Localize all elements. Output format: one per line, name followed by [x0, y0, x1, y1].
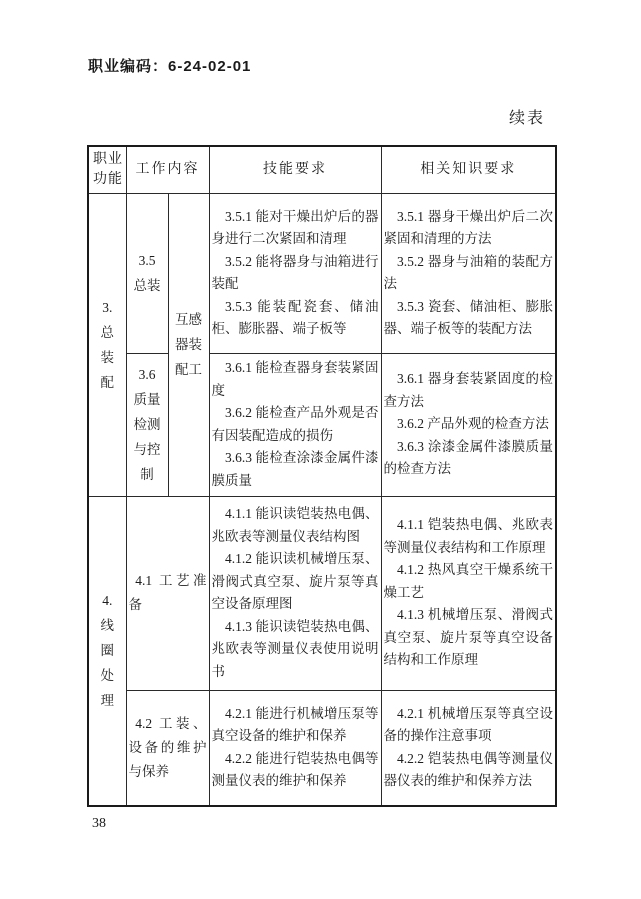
work-content-cell-4-1: [126, 496, 209, 690]
knowledge-item: 4.2.2 铠装热电偶等测量仪器仪表的维护和保养方法: [383, 750, 553, 789]
knowledge-item: 3.5.3 瓷套、储油柜、膨胀器、端子板等的装配方法: [383, 298, 553, 336]
table-header-row: [88, 146, 556, 193]
skill-item: 4.2.2 能进行铠装热电偶等测量仪表的维护和保养: [211, 750, 379, 789]
skill-item: 3.5.1 能对干燥出炉后的器身进行二次紧固和清理: [211, 208, 379, 246]
knowledge-cell-4-1: [381, 496, 556, 690]
skill-item: 3.6.3 能检查涂漆金属件漆膜质量: [211, 450, 379, 488]
skill-item: 4.1.2 能识读机械增压泵、滑阀式真空泵、旋片泵等真空设备原理图: [211, 551, 379, 611]
skill-item: 3.5.2 能将器身与油箱进行装配: [211, 253, 379, 291]
table-row-4-1: [88, 496, 556, 690]
skills-cell-3-6: [209, 353, 381, 496]
continued-table-label: 续表: [508, 110, 545, 127]
header-work-content-label: 工作内容: [135, 161, 200, 177]
function-label-4: 4. 线圈处理: [100, 593, 114, 709]
header-work-content: [126, 146, 209, 193]
header-skills: [209, 146, 381, 193]
occupation-cell-3: [168, 193, 209, 496]
knowledge-item: 4.2.1 机械增压泵等真空设备的操作注意事项: [383, 705, 553, 744]
work-content-cell-4-2: [126, 690, 209, 806]
header-skills-label: 技能要求: [263, 161, 327, 177]
header-knowledge-label: 相关知识要求: [420, 161, 517, 177]
header-knowledge: [381, 146, 556, 193]
occupation-label-3: 互感器装配工: [175, 312, 202, 377]
table-row-4-2: [88, 690, 556, 806]
knowledge-item: 3.5.2 器身与油箱的装配方法: [383, 253, 553, 291]
knowledge-item: 3.5.1 器身干燥出炉后二次紧固和清理的方法: [383, 208, 553, 246]
standard-requirements-table: [87, 145, 557, 807]
function-label-3: 3. 总装配: [100, 299, 114, 390]
skill-item: 3.5.3 能装配瓷套、储油柜、膨胀器、端子板等: [211, 298, 379, 336]
skills-cell-4-1: [209, 496, 381, 690]
work-content-label-4-2: 4.2 工装、设备的维护与保养: [128, 715, 207, 779]
work-content-cell-3-5: [126, 193, 168, 353]
knowledge-item: 3.6.1 器身套装紧固度的检查方法: [383, 371, 553, 409]
knowledge-cell-3-5: [381, 193, 556, 353]
knowledge-item: 4.1.2 热风真空干燥系统干燥工艺: [383, 562, 553, 600]
table-row-3-6: [88, 353, 556, 496]
table-row-3-5: [88, 193, 556, 353]
function-cell-3: [88, 193, 126, 496]
work-content-label-3-5: 3.5 总装: [133, 253, 161, 293]
occupation-code-label: 职业编码：6-24-02-01: [88, 58, 252, 75]
skill-item: 4.1.1 能识读铠装热电偶、兆欧表等测量仪表结构图: [211, 506, 379, 544]
work-content-cell-3-6: [126, 353, 168, 496]
knowledge-item: 3.6.3 涂漆金属件漆膜质量的检查方法: [383, 438, 553, 477]
skill-item: 4.2.1 能进行机械增压泵等真空设备的维护和保养: [211, 705, 379, 744]
knowledge-item: 4.1.1 铠装热电偶、兆欧表等测量仪表结构和工作原理: [383, 517, 553, 555]
page-number: 38: [92, 816, 106, 831]
header-function-label: 职业功能: [93, 151, 123, 187]
knowledge-item: 4.1.3 机械增压泵、滑阀式真空泵、旋片泵等真空设备结构和工作原理: [383, 607, 553, 668]
skills-cell-3-5: [209, 193, 381, 353]
skill-item: 3.6.2 能检查产品外观是否有因装配造成的损伤: [211, 405, 379, 443]
function-cell-4: [88, 496, 126, 806]
skill-item: 4.1.3 能识读铠装热电偶、兆欧表等测量仪表使用说明书: [211, 618, 379, 679]
work-content-label-4-1: 4.1 工艺准备: [128, 573, 207, 612]
knowledge-cell-3-6: [381, 353, 556, 496]
skill-item: 3.6.1 能检查器身套装紧固度: [211, 360, 379, 398]
knowledge-item: 3.6.2 产品外观的检查方法: [397, 416, 549, 432]
work-content-label-3-6: 3.6 质量检测与控制: [133, 367, 161, 482]
skills-cell-4-2: [209, 690, 381, 806]
header-function: [88, 146, 126, 193]
knowledge-cell-4-2: [381, 690, 556, 806]
